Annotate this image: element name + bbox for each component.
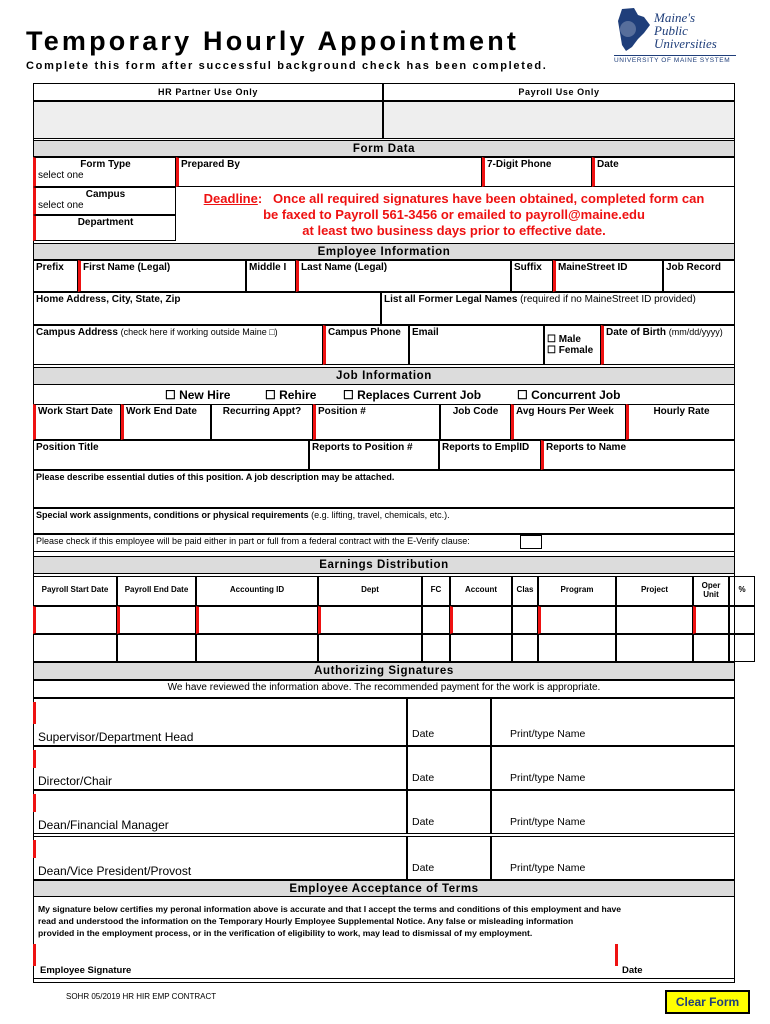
earnings-cell[interactable] bbox=[616, 606, 693, 634]
job-info-header: Job Information bbox=[33, 367, 735, 385]
first-name-field[interactable]: First Name (Legal) bbox=[78, 260, 246, 292]
earnings-col-header: Project bbox=[616, 576, 693, 606]
earnings-col-header: Oper Unit bbox=[693, 576, 729, 606]
campus-select[interactable]: select one bbox=[38, 200, 84, 211]
concurrent-job-checkbox[interactable]: ☐ Concurrent Job bbox=[517, 388, 621, 402]
form-data-header: Form Data bbox=[33, 140, 735, 157]
earnings-col-header: Account bbox=[450, 576, 512, 606]
everify-row: Please check if this employee will be paid either in part or full from a federal contract with the E-Verify clause: bbox=[33, 534, 735, 552]
earnings-cell[interactable] bbox=[422, 606, 450, 634]
reports-to-emplid-field[interactable]: Reports to EmplID bbox=[439, 440, 541, 470]
hr-partner-field[interactable] bbox=[33, 101, 383, 139]
signature-role-label: Dean/Financial Manager bbox=[38, 818, 169, 832]
avg-hours-field[interactable]: Avg Hours Per Week bbox=[511, 404, 626, 440]
earnings-cell[interactable] bbox=[196, 606, 318, 634]
signature-date-label: Date bbox=[412, 728, 435, 740]
prefix-field[interactable]: Prefix bbox=[33, 260, 78, 292]
earnings-col-header: Payroll Start Date bbox=[33, 576, 117, 606]
new-hire-checkbox[interactable]: ☐ New Hire bbox=[165, 388, 231, 402]
deadline-notice: Deadline: Once all required signatures have been obtained, completed form can be faxed to Payroll 561-3456 or emailed to payroll@maine.edu at least two business days prior to effective date. bbox=[203, 191, 705, 238]
payroll-header: Payroll Use Only bbox=[383, 83, 735, 101]
everify-checkbox[interactable] bbox=[520, 535, 542, 549]
acceptance-header: Employee Acceptance of Terms bbox=[33, 880, 735, 897]
earnings-col-header: Payroll End Date bbox=[117, 576, 196, 606]
form-type-select[interactable]: select one bbox=[38, 170, 84, 181]
reports-to-name-field[interactable]: Reports to Name bbox=[541, 440, 735, 470]
campus-address-field[interactable]: Campus Address (check here if working outside Maine □) bbox=[33, 325, 323, 365]
position-number-field[interactable]: Position # bbox=[313, 404, 440, 440]
hourly-rate-field[interactable]: Hourly Rate bbox=[626, 404, 735, 440]
earnings-header: Earnings Distribution bbox=[33, 556, 735, 574]
former-names-field[interactable]: List all Former Legal Names (required if no MaineStreet ID provided) bbox=[381, 292, 735, 325]
position-title-field[interactable]: Position Title bbox=[33, 440, 309, 470]
earnings-cell[interactable] bbox=[422, 634, 450, 662]
earnings-col-header: FC bbox=[422, 576, 450, 606]
employee-date-label: Date bbox=[622, 965, 643, 976]
signature-required-marker bbox=[33, 794, 36, 812]
earnings-cell[interactable] bbox=[318, 634, 422, 662]
earnings-cell[interactable] bbox=[693, 634, 729, 662]
earnings-cell[interactable] bbox=[450, 606, 512, 634]
page-title: Temporary Hourly Appointment bbox=[26, 26, 520, 56]
university-logo bbox=[612, 5, 737, 65]
earnings-cell[interactable] bbox=[196, 634, 318, 662]
print-name-label: Print/type Name bbox=[510, 862, 586, 874]
signatures-statement: We have reviewed the information above. The recommended payment for the work is appropriate. bbox=[33, 680, 735, 698]
signature-required-marker bbox=[33, 750, 36, 768]
logo-wordmark: Maine's Public Universities bbox=[654, 10, 717, 51]
employee-date-required-marker bbox=[615, 944, 618, 966]
form-code: SOHR 05/2019 HR HIR EMP CONTRACT bbox=[66, 992, 217, 1001]
replaces-current-job-checkbox[interactable]: ☐ Replaces Current Job bbox=[343, 388, 482, 402]
logo-system-name: UNIVERSITY OF MAINE SYSTEM bbox=[614, 55, 736, 64]
earnings-cell[interactable] bbox=[512, 634, 538, 662]
signature-date-label: Date bbox=[412, 772, 435, 784]
print-name-label: Print/type Name bbox=[510, 772, 586, 784]
print-name-label: Print/type Name bbox=[510, 728, 586, 740]
earnings-cell[interactable] bbox=[450, 634, 512, 662]
earnings-cell[interactable] bbox=[693, 606, 729, 634]
signature-date-label: Date bbox=[412, 816, 435, 828]
form-type-field[interactable]: Form Type select one bbox=[33, 157, 176, 187]
email-field[interactable]: Email bbox=[409, 325, 544, 365]
signature-date-label: Date bbox=[412, 862, 435, 874]
prepared-by-field[interactable]: Prepared By bbox=[176, 157, 482, 187]
signature-role-label: Supervisor/Department Head bbox=[38, 730, 194, 744]
rehire-checkbox[interactable]: ☐ Rehire bbox=[265, 388, 317, 402]
earnings-col-header: Accounting ID bbox=[196, 576, 318, 606]
print-name-label: Print/type Name bbox=[510, 816, 586, 828]
clear-form-button[interactable]: Clear Form bbox=[665, 990, 750, 1014]
employee-sig-divider bbox=[33, 978, 735, 979]
campus-field[interactable]: Campus select one bbox=[33, 187, 176, 215]
earnings-cell[interactable] bbox=[729, 606, 755, 634]
employee-info-header: Employee Information bbox=[33, 243, 735, 260]
female-checkbox[interactable]: ☐ Female bbox=[547, 345, 594, 356]
earnings-col-header: % bbox=[729, 576, 755, 606]
earnings-col-header: Clas bbox=[512, 576, 538, 606]
suffix-field[interactable]: Suffix bbox=[511, 260, 553, 292]
dob-field[interactable]: Date of Birth (mm/dd/yyyy) bbox=[601, 325, 735, 365]
earnings-cell[interactable] bbox=[318, 606, 422, 634]
date-field[interactable]: Date bbox=[592, 157, 735, 187]
job-code-field[interactable]: Job Code bbox=[440, 404, 511, 440]
earnings-cell[interactable] bbox=[538, 634, 616, 662]
gender-field[interactable] bbox=[544, 325, 601, 365]
middle-initial-field[interactable]: Middle I bbox=[246, 260, 296, 292]
signature-required-marker bbox=[33, 840, 36, 858]
hr-partner-header: HR Partner Use Only bbox=[33, 83, 383, 101]
page-subtitle: Complete this form after successful background check has been completed. bbox=[26, 60, 548, 72]
signatures-header: Authorizing Signatures bbox=[33, 662, 735, 680]
male-checkbox[interactable]: ☐ Male bbox=[547, 334, 581, 345]
earnings-col-header: Program bbox=[538, 576, 616, 606]
signature-role-label: Dean/Vice President/Provost bbox=[38, 864, 192, 878]
job-type-options bbox=[33, 388, 735, 404]
acceptance-text: My signature below certifies my peronal information above is accurate and that I accept the terms and conditions of this employment and have read and understood the information on the Temporary Hourly Employee Supplemental Notice. Any false or misleading information provided in the employment process, or in the verification of eligibility to work, may lead to dismissal of my employment. bbox=[38, 904, 622, 938]
earnings-cell[interactable] bbox=[33, 634, 117, 662]
earnings-cell[interactable] bbox=[729, 634, 755, 662]
earnings-cell[interactable] bbox=[33, 606, 117, 634]
recurring-appt-field[interactable]: Recurring Appt? bbox=[211, 404, 313, 440]
special-requirements-field[interactable]: Special work assignments, conditions or physical requirements (e.g. lifting, travel, chemicals, etc.). bbox=[33, 508, 735, 534]
job-record-field[interactable]: Job Record bbox=[663, 260, 735, 292]
payroll-field[interactable] bbox=[383, 101, 735, 139]
duties-field[interactable]: Please describe essential duties of this position. A job description may be attached. bbox=[33, 470, 735, 508]
earnings-cell[interactable] bbox=[616, 634, 693, 662]
mainestreet-id-field[interactable]: MaineStreet ID bbox=[553, 260, 663, 292]
earnings-cell[interactable] bbox=[512, 606, 538, 634]
last-name-field[interactable]: Last Name (Legal) bbox=[296, 260, 511, 292]
department-field[interactable]: Department bbox=[33, 215, 176, 241]
employee-signature-label: Employee Signature bbox=[40, 965, 132, 976]
maine-map-icon bbox=[614, 7, 652, 53]
signature-role-label: Director/Chair bbox=[38, 774, 113, 788]
work-start-date-field[interactable]: Work Start Date bbox=[33, 404, 121, 440]
signature-required-marker bbox=[33, 702, 36, 724]
earnings-cell[interactable] bbox=[538, 606, 616, 634]
earnings-cell[interactable] bbox=[117, 634, 196, 662]
campus-phone-field[interactable]: Campus Phone bbox=[323, 325, 409, 365]
earnings-cell[interactable] bbox=[117, 606, 196, 634]
home-address-field[interactable]: Home Address, City, State, Zip bbox=[33, 292, 381, 325]
earnings-col-header: Dept bbox=[318, 576, 422, 606]
reports-to-position-field[interactable]: Reports to Position # bbox=[309, 440, 439, 470]
work-end-date-field[interactable]: Work End Date bbox=[121, 404, 211, 440]
phone-field[interactable]: 7-Digit Phone bbox=[482, 157, 592, 187]
